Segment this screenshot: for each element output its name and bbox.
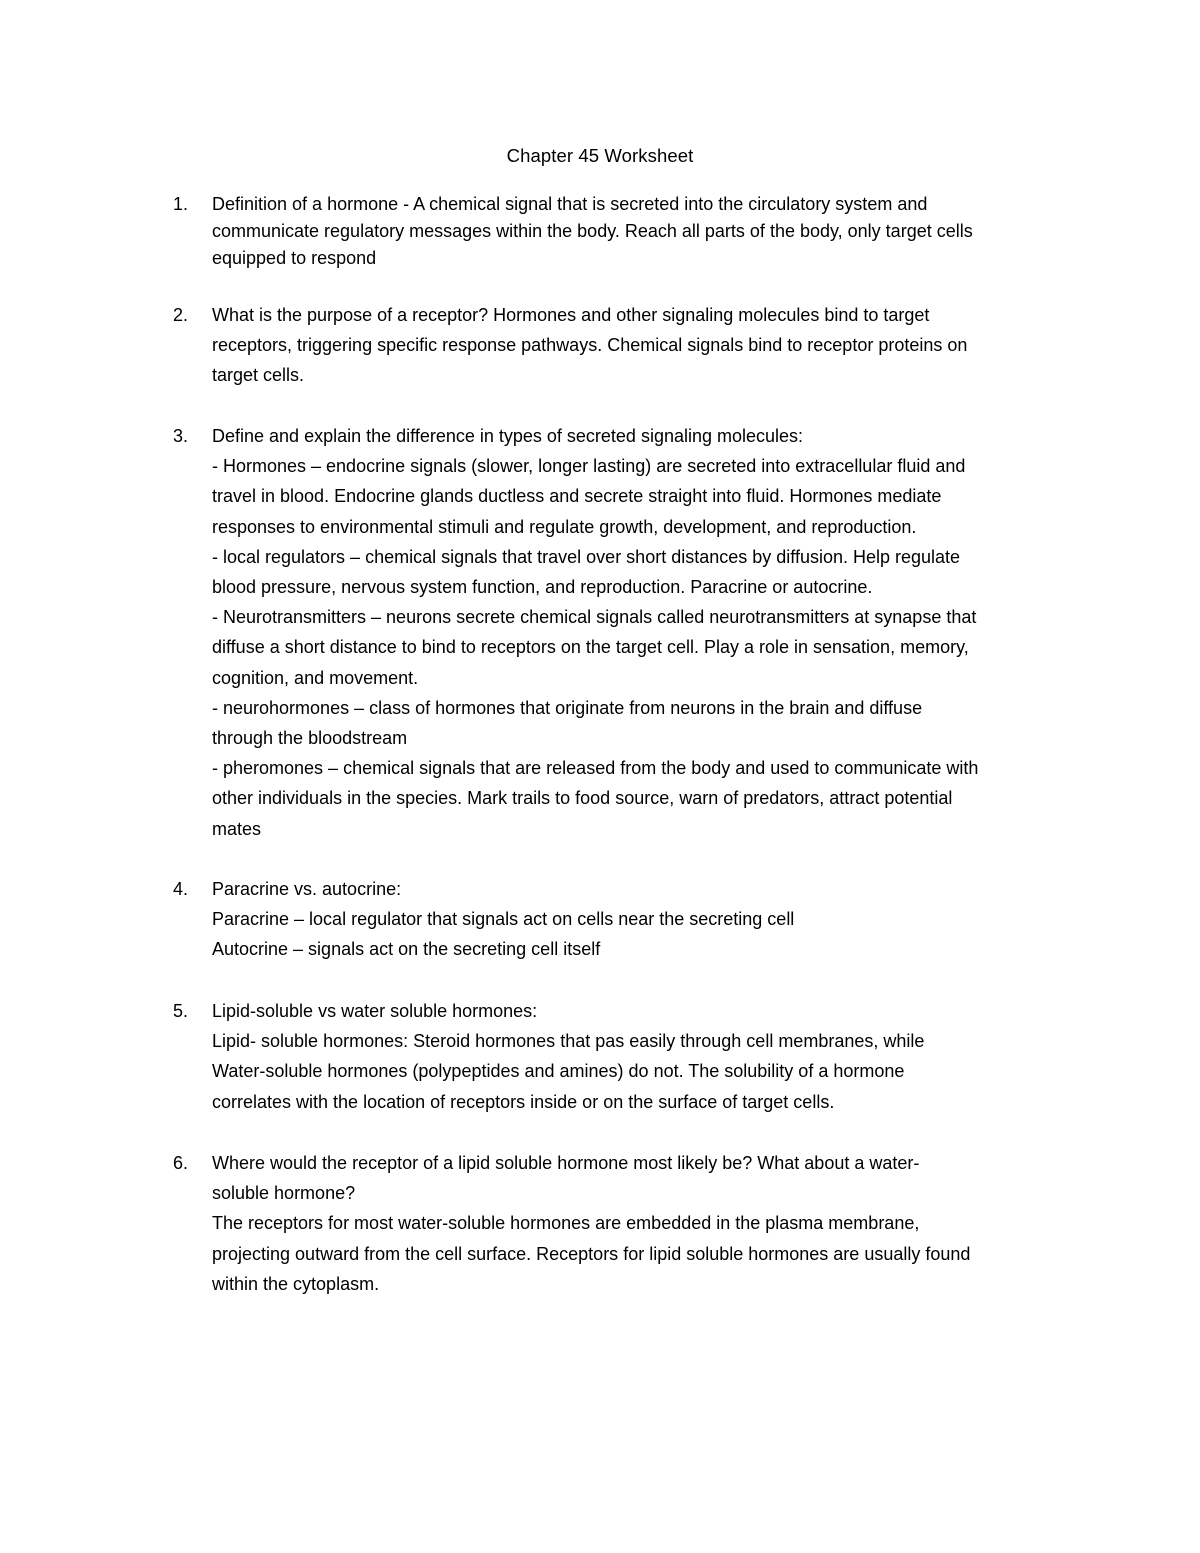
question-body (212, 421, 1072, 844)
text-line: - neurohormones – class of hormones that originate from neurons in the brain and diffuse (212, 697, 923, 718)
question-item-6 (173, 1148, 1073, 1299)
text-line: correlates with the location of receptors inside or on the surface of target cells. (212, 1091, 835, 1112)
text-line: Lipid-soluble vs water soluble hormones: (212, 1001, 538, 1021)
question-body (212, 1148, 1072, 1299)
text-line: Water-soluble hormones (polypeptides and amines) do not. The solubility of a hormone (212, 1061, 905, 1082)
question-number: 4. (173, 879, 189, 899)
question-number: 5. (173, 1001, 189, 1021)
text-line: - Hormones – endocrine signals (slower, longer lasting) are secreted into extracellular fluid and (212, 456, 966, 477)
text-line: Where would the receptor of a lipid soluble hormone most likely be? What about a water- (212, 1153, 920, 1173)
text-line: projecting outward from the cell surface. Receptors for lipid soluble hormones are usually found (212, 1243, 971, 1264)
text-line: diffuse a short distance to bind to receptors on the target cell. Play a role in sensation, memory, (212, 637, 969, 658)
question-item-3 (173, 421, 1073, 844)
question-body (212, 996, 1072, 1117)
text-line: - local regulators – chemical signals that travel over short distances by diffusion. Help regulate (212, 546, 961, 567)
text-line: travel in blood. Endocrine glands ductless and secrete straight into fluid. Hormones mediate (212, 486, 942, 507)
text-line: - pheromones – chemical signals that are released from the body and used to communicate with (212, 758, 979, 779)
question-item-5 (173, 996, 1073, 1117)
question-body (212, 300, 1072, 391)
question-item-1 (173, 191, 1073, 272)
text-line: Lipid- soluble hormones: Steroid hormones that pas easily through cell membranes, while (212, 1031, 925, 1052)
question-item-2 (173, 300, 1073, 391)
text-line: communicate regulatory messages within the body. Reach all parts of the body, only target cells (212, 221, 973, 241)
text-line: equipped to respond (212, 248, 377, 268)
text-line: Paracrine vs. autocrine: (212, 879, 402, 899)
text-line: responses to environmental stimuli and regulate growth, development, and reproduction. (212, 516, 917, 537)
text-line: through the bloodstream (212, 728, 408, 749)
text-line: other individuals in the species. Mark trails to food source, warn of predators, attract potential (212, 788, 953, 809)
text-line: Define and explain the difference in types of secreted signaling molecules: (212, 426, 804, 446)
question-body (212, 874, 1072, 965)
text-line: blood pressure, nervous system function, and reproduction. Paracrine or autocrine. (212, 577, 873, 598)
page-title: Chapter 45 Worksheet (506, 145, 694, 166)
text-line: within the cytoplasm. (212, 1273, 380, 1294)
text-line: mates (212, 818, 262, 839)
text-line: Paracrine – local regulator that signals act on cells near the secreting cell (212, 909, 795, 930)
text-line: cognition, and movement. (212, 667, 419, 688)
text-line: Definition of a hormone - A chemical signal that is secreted into the circulatory system and (212, 194, 928, 214)
question-number: 6. (173, 1153, 189, 1173)
text-line: soluble hormone? (212, 1183, 356, 1204)
text-line: target cells. (212, 365, 305, 386)
text-line: receptors, triggering specific response pathways. Chemical signals bind to receptor proteins on (212, 335, 968, 356)
question-number: 1. (173, 194, 189, 214)
question-body (212, 191, 1072, 272)
text-line: What is the purpose of a receptor? Hormones and other signaling molecules bind to target (212, 305, 930, 325)
text-line: Autocrine – signals act on the secreting cell itself (212, 939, 601, 960)
question-item-4 (173, 874, 1073, 965)
question-number: 2. (173, 305, 189, 325)
question-number: 3. (173, 426, 189, 446)
text-line: - Neurotransmitters – neurons secrete chemical signals called neurotransmitters at synapse that (212, 607, 977, 628)
text-line: The receptors for most water-soluble hormones are embedded in the plasma membrane, (212, 1213, 920, 1234)
